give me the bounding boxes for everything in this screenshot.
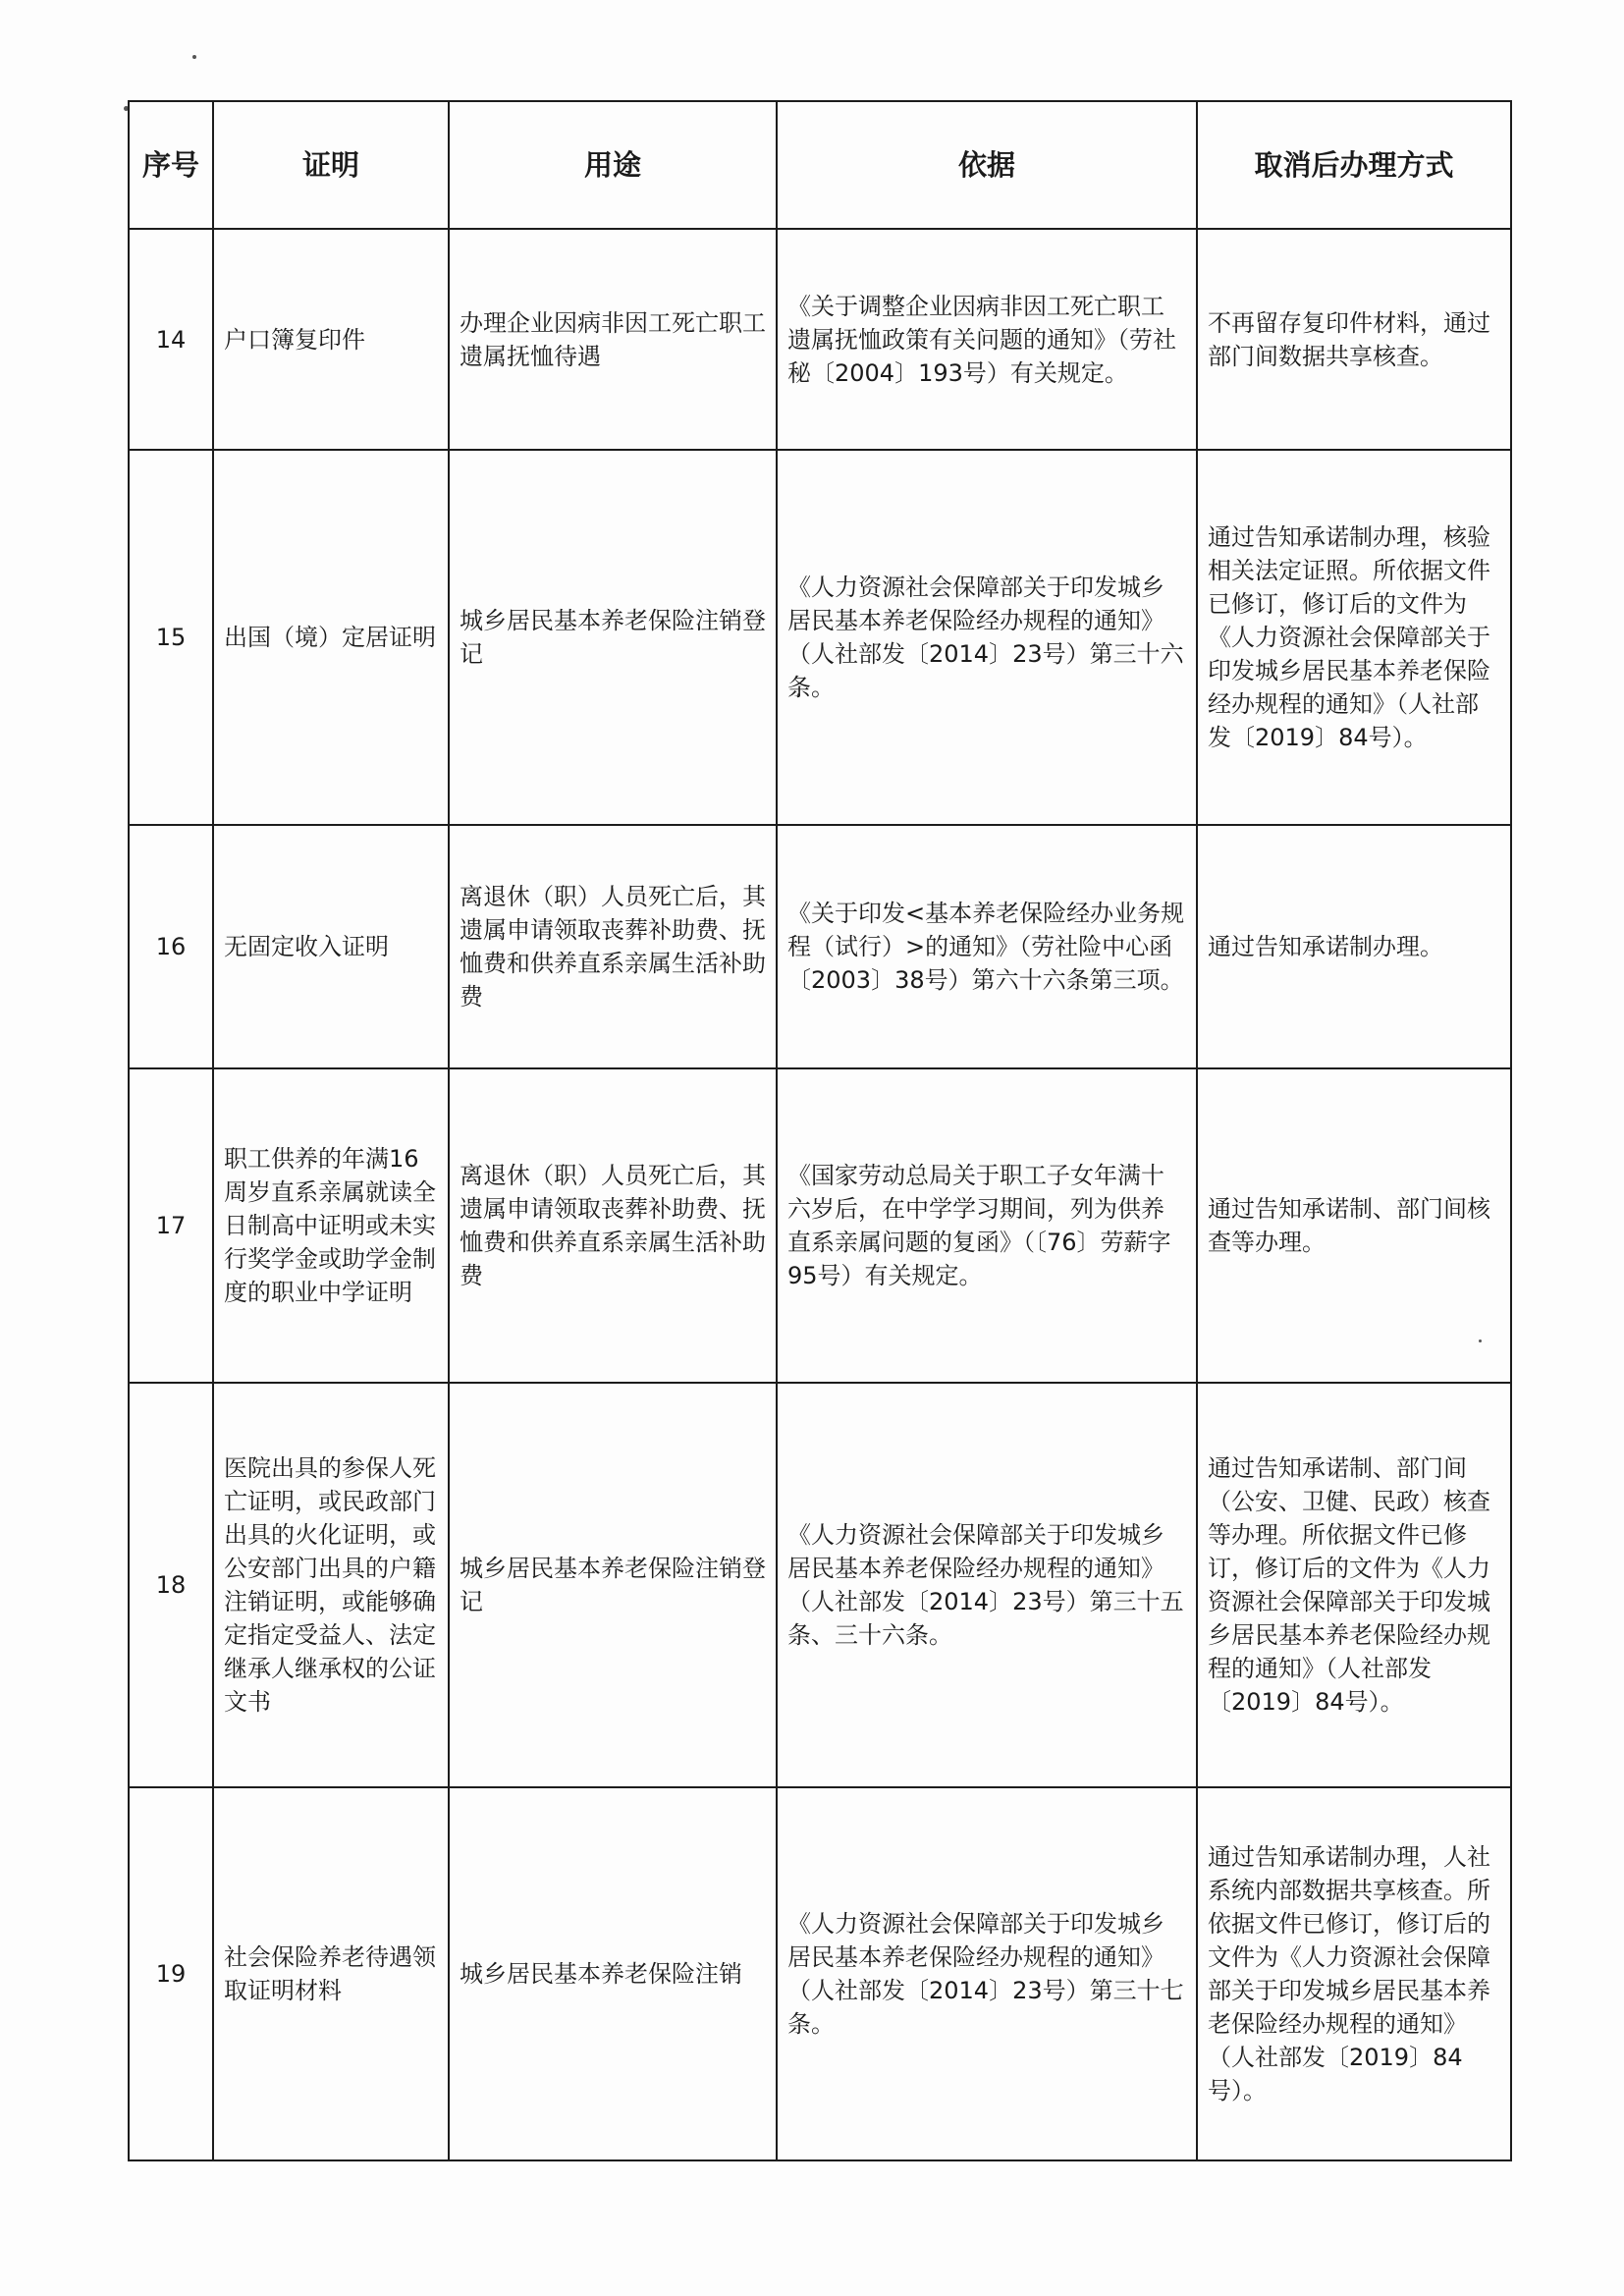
row-method: 不再留存复印件材料，通过部门间数据共享核查。 (1197, 229, 1511, 450)
row-method: 通过告知承诺制办理，核验相关法定证照。所依据文件已修订，修订后的文件为《人力资源社会保障部关于印发城乡居民基本养老保险经办规程的通知》（人社部发〔2019〕84号）。 (1197, 450, 1511, 825)
row-basis: 《人力资源社会保障部关于印发城乡居民基本养老保险经办规程的通知》（人社部发〔2014〕23号）第三十六条。 (777, 450, 1197, 825)
row-purpose: 离退休（职）人员死亡后，其遗属申请领取丧葬补助费、抚恤费和供养直系亲属生活补助费 (449, 1068, 777, 1383)
header-purpose: 用途 (449, 101, 777, 229)
table-row (129, 229, 1511, 450)
row-certificate: 出国（境）定居证明 (213, 450, 449, 825)
row-method: 通过告知承诺制办理，人社系统内部数据共享核查。所依据文件已修订，修订后的文件为《人力资源社会保障部关于印发城乡居民基本养老保险经办规程的通知》（人社部发〔2019〕84号）。 (1197, 1787, 1511, 2160)
header-seq: 序号 (129, 101, 213, 229)
row-basis: 《关于调整企业因病非因工死亡职工遗属抚恤政策有关问题的通知》（劳社秘〔2004〕193号）有关规定。 (777, 229, 1197, 450)
row-method: 通过告知承诺制办理。 (1197, 825, 1511, 1068)
table-row (129, 450, 1511, 825)
table-row (129, 825, 1511, 1068)
row-seq: 17 (129, 1068, 213, 1383)
table-row (129, 1068, 1511, 1383)
header-certificate: 证明 (213, 101, 449, 229)
row-seq: 16 (129, 825, 213, 1068)
row-purpose: 城乡居民基本养老保险注销登记 (449, 1383, 777, 1787)
row-certificate: 无固定收入证明 (213, 825, 449, 1068)
row-seq: 18 (129, 1383, 213, 1787)
scan-speck (192, 55, 196, 59)
certificate-cancellation-table (128, 100, 1512, 2161)
row-purpose: 城乡居民基本养老保险注销登记 (449, 450, 777, 825)
row-purpose: 离退休（职）人员死亡后，其遗属申请领取丧葬补助费、抚恤费和供养直系亲属生活补助费 (449, 825, 777, 1068)
table-header-row (129, 101, 1511, 229)
row-seq: 15 (129, 450, 213, 825)
row-certificate: 户口簿复印件 (213, 229, 449, 450)
header-after-cancel: 取消后办理方式 (1197, 101, 1511, 229)
row-certificate: 医院出具的参保人死亡证明，或民政部门出具的火化证明，或公安部门出具的户籍注销证明，或能够确定指定受益人、法定继承人继承权的公证文书 (213, 1383, 449, 1787)
row-method: 通过告知承诺制、部门间核查等办理。 (1197, 1068, 1511, 1383)
row-seq: 14 (129, 229, 213, 450)
row-basis: 《关于印发<基本养老保险经办业务规程（试行）>的通知》（劳社险中心函〔2003〕38号）第六十六条第三项。 (777, 825, 1197, 1068)
row-certificate: 职工供养的年满16周岁直系亲属就读全日制高中证明或未实行奖学金或助学金制度的职业中学证明 (213, 1068, 449, 1383)
row-seq: 19 (129, 1787, 213, 2160)
row-certificate: 社会保险养老待遇领取证明材料 (213, 1787, 449, 2160)
table-row (129, 1383, 1511, 1787)
header-basis: 依据 (777, 101, 1197, 229)
row-basis: 《人力资源社会保障部关于印发城乡居民基本养老保险经办规程的通知》（人社部发〔2014〕23号）第三十七条。 (777, 1787, 1197, 2160)
row-basis: 《国家劳动总局关于职工子女年满十六岁后，在中学学习期间，列为供养直系亲属问题的复函》（〔76〕劳薪字95号）有关规定。 (777, 1068, 1197, 1383)
row-purpose: 城乡居民基本养老保险注销 (449, 1787, 777, 2160)
row-purpose: 办理企业因病非因工死亡职工遗属抚恤待遇 (449, 229, 777, 450)
row-basis: 《人力资源社会保障部关于印发城乡居民基本养老保险经办规程的通知》（人社部发〔2014〕23号）第三十五条、三十六条。 (777, 1383, 1197, 1787)
table-row (129, 1787, 1511, 2160)
row-method: 通过告知承诺制、部门间（公安、卫健、民政）核查等办理。所依据文件已修订，修订后的文件为《人力资源社会保障部关于印发城乡居民基本养老保险经办规程的通知》（人社部发〔2019〕84号）。 (1197, 1383, 1511, 1787)
